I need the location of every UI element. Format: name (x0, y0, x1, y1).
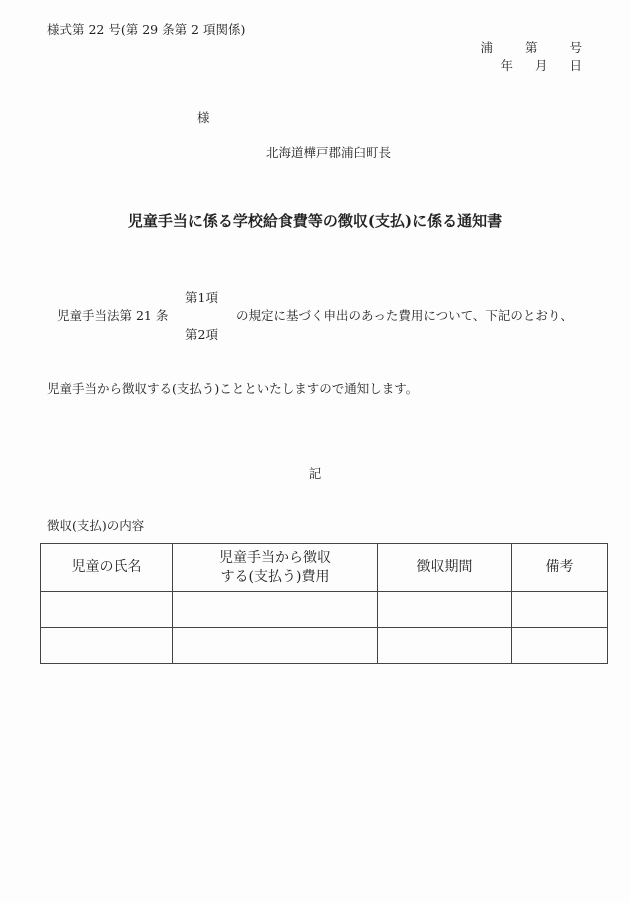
table-header-row (41, 544, 608, 592)
table-cell[interactable] (41, 592, 173, 628)
table-cell[interactable] (378, 628, 512, 664)
header-remarks: 備考 (512, 544, 608, 592)
table-cell[interactable] (41, 628, 173, 664)
section-label: 徴収(支払)の内容 (47, 518, 145, 533)
paragraph-2: 第2項 (185, 327, 218, 342)
reference-go: 号 (569, 40, 582, 55)
header-period: 徴収期間 (378, 544, 512, 592)
date-year: 年 (500, 58, 513, 73)
sender: 北海道樺戸郡浦臼町長 (266, 145, 392, 160)
header-child-name: 児童の氏名 (41, 544, 173, 592)
paragraph-1: 第1項 (185, 290, 218, 305)
content-table (40, 543, 608, 664)
table-cell[interactable] (173, 592, 378, 628)
reference-prefix: 浦 (480, 40, 493, 55)
document-title: 児童手当に係る学校給食費等の徴収(支払)に係る通知書 (127, 212, 503, 230)
header-cost: 児童手当から徴収 する(支払う)費用 (173, 544, 378, 592)
law-reference: 児童手当法第 21 条 (57, 308, 169, 323)
table-cell[interactable] (512, 628, 608, 664)
reference-number (480, 42, 582, 55)
table-cell[interactable] (173, 628, 378, 664)
table-row (41, 592, 608, 628)
table-cell[interactable] (512, 592, 608, 628)
date-month: 月 (534, 58, 548, 73)
date-day: 日 (569, 58, 582, 73)
issue-date (500, 60, 582, 73)
recipient: 様 (197, 110, 210, 125)
table-row (41, 628, 608, 664)
table-cell[interactable] (378, 592, 512, 628)
body-text-line-1: の規定に基づく申出のあった費用について、下記のとおり、 (236, 308, 573, 323)
form-number: 様式第 22 号(第 29 条第 2 項関係) (47, 22, 246, 37)
reference-dai: 第 (524, 40, 538, 55)
ki-heading: 記 (308, 466, 322, 481)
body-text-line-2: 児童手当から徴収する(支払う)ことといたしますので通知します。 (47, 381, 419, 396)
